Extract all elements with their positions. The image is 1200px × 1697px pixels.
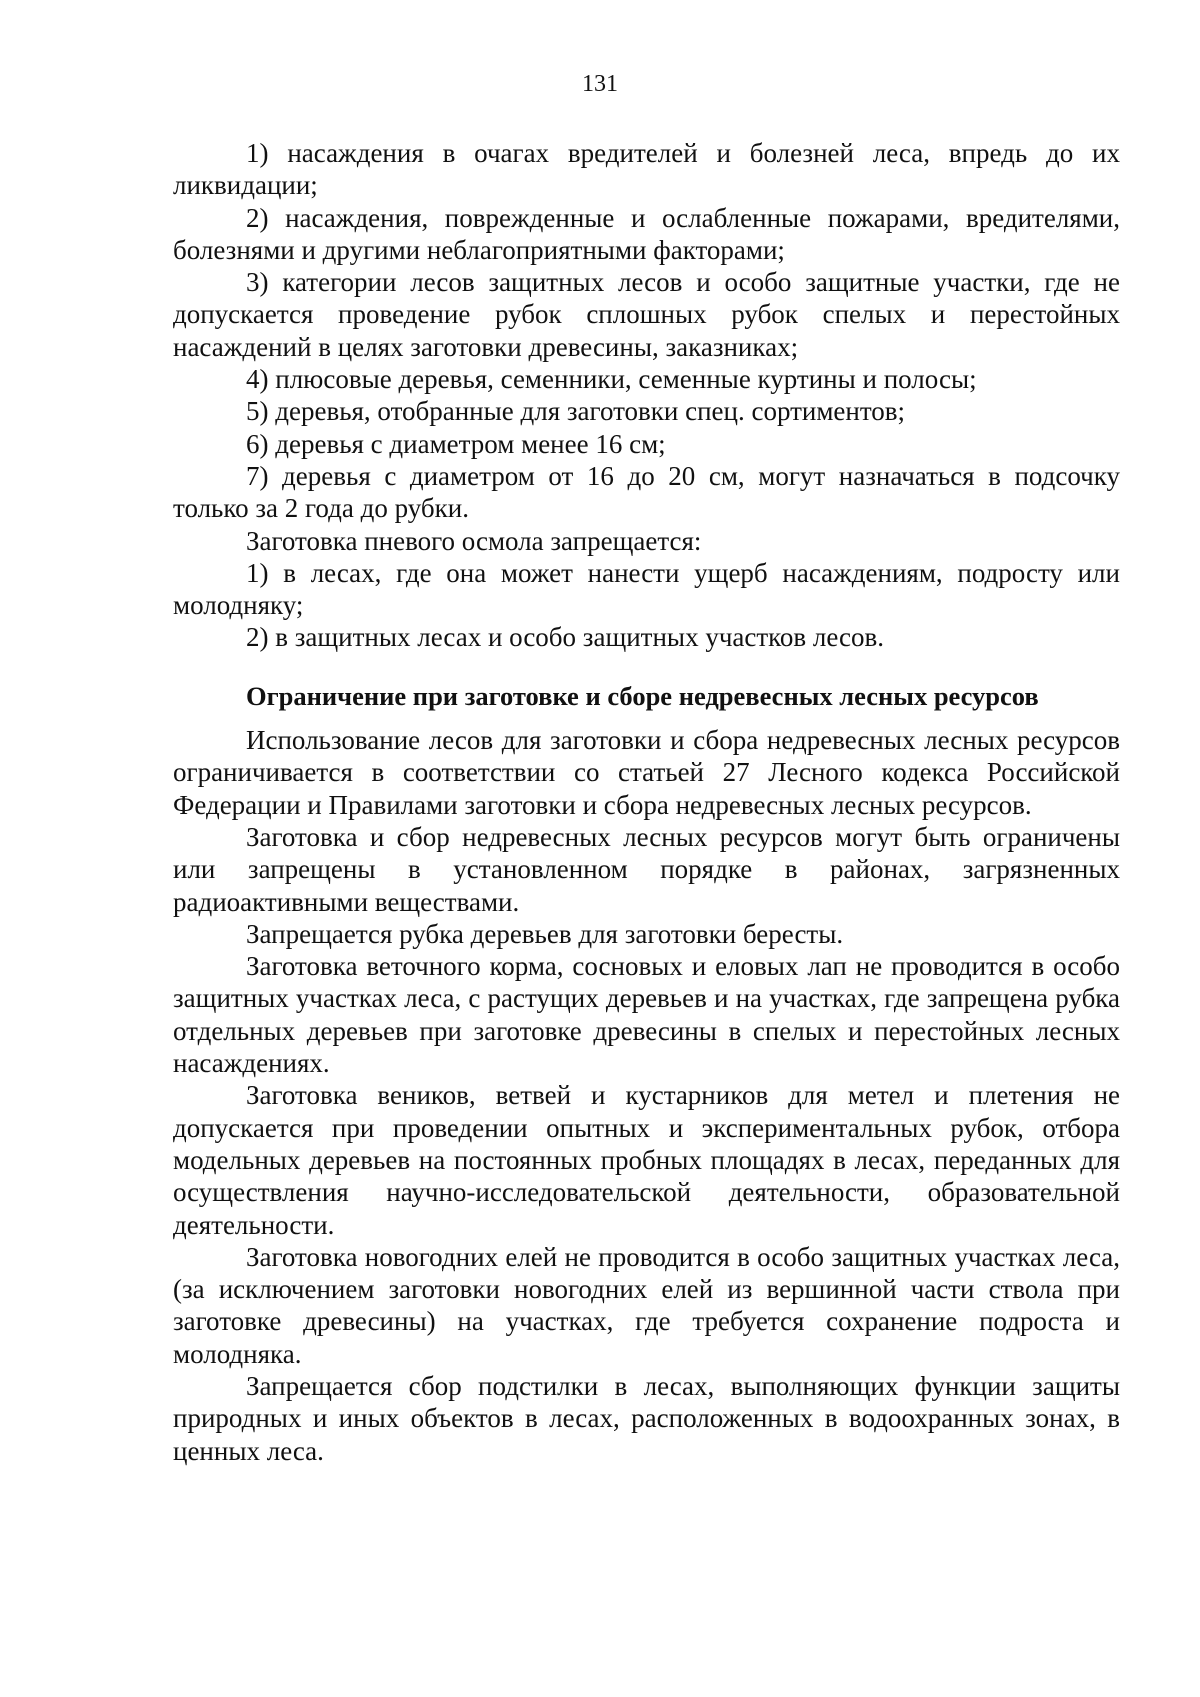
list-item: 6) деревья с диаметром менее 16 см; [246,428,666,459]
paragraph: Запрещается рубка деревьев для заготовки бересты. [246,918,844,949]
list-item: 1) насаждения в очагах вредителей и болезней леса, впредь до их ликвидации; [173,138,1120,201]
list-item: 4) плюсовые деревья, семенники, семенные куртины и полосы; [246,364,977,395]
page-content [173,137,1120,1467]
list-item: 3) категории лесов защитных лесов и особо защитные участки, где не допускается проведение рубок сплошных рубок спелых и перестойных насаждений в целях заготовки древесины, заказниках; [173,267,1120,362]
list-item: 5) деревья, отобранные для заготовки спец. сортиментов; [246,396,906,427]
page-number: 131 [582,71,618,97]
paragraph: Заготовка и сбор недревесных лесных ресурсов могут быть ограничены или запрещены в установленном порядке в районах, загрязненных радиоактивными веществами. [173,821,1120,917]
paragraph: Заготовка веников, ветвей и кустарников для метел и плетения не допускается при проведении опытных и экспериментальных рубок, отбора модельных деревьев на постоянных пробных площадях в лесах, переданных для осуществления научно-исследовательской деятельности, образовательной деятельности. [173,1080,1120,1240]
section-heading: Ограничение при заготовке и сборе недревесных лесных ресурсов [246,680,1039,711]
list-item: 7) деревья с диаметром от 16 до 20 см, могут назначаться в подсочку только за 2 года до рубки. [173,460,1120,524]
list-item: 2) насаждения, поврежденные и ослабленные пожарами, вредителями, болезнями и другими неблагоприятными факторами; [173,202,1120,265]
paragraph: Запрещается сбор подстилки в лесах, выполняющих функции защиты природных и иных объектов в лесах, расположенных в водоохранных зонах, в ценных леса. [173,1370,1120,1466]
list-item: 1) в лесах, где она может нанести ущерб насаждениям, подросту или молодняку; [173,557,1120,621]
paragraph: Заготовка веточного корма, сосновых и еловых лап не проводится в особо защитных участках леса, с растущих деревьев и на участках, где запрещена рубка отдельных деревьев при заготовке древесины в спелых и перестойных лесных насаждениях. [173,951,1120,1079]
paragraph: Использование лесов для заготовки и сбора недревесных лесных ресурсов ограничивается в соответствии со статьей 27 Лесного кодекса Российской Федерации и Правилами заготовки и сбора недревесных лесных ресурсов. [173,725,1120,820]
paragraph: Заготовка новогодних елей не проводится в особо защитных участках леса, (за исключением заготовки новогодних елей из вершинной части ствола при заготовке древесины) на участках, где требуется сохранение подроста и молодняка. [173,1241,1120,1369]
paragraph: Заготовка пневого осмола запрещается: [246,525,702,556]
list-item: 2) в защитных лесах и особо защитных участков лесов. [246,622,885,653]
